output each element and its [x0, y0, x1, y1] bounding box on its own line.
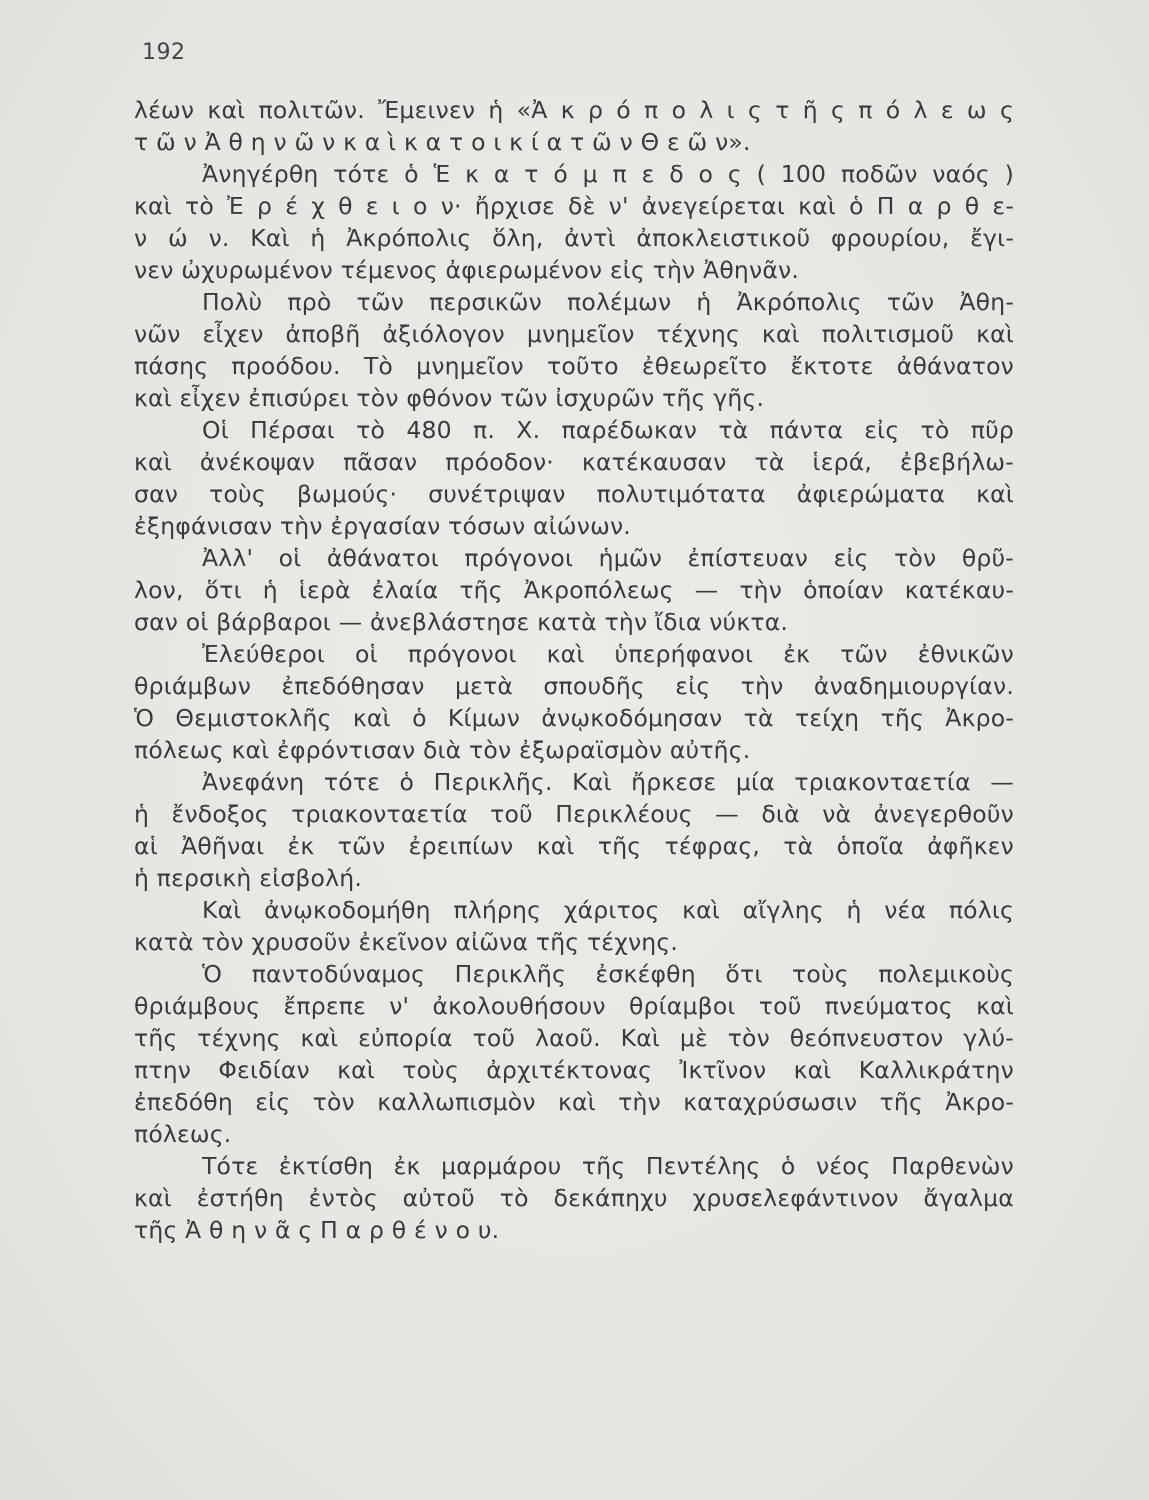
text-line: Πολὺ πρὸ τῶν περσικῶν πολέμων ἡ Ἀκρόπολις τῶν Ἀθη-	[202, 288, 1014, 316]
text-line: Τότε ἐκτίσθη ἐκ μαρμάρου τῆς Πεντέλης ὁ νέος Παρθενὼν	[202, 1152, 1014, 1180]
text-line: Ἐλεύθεροι οἱ πρόγονοι καὶ ὑπερήφανοι ἐκ τῶν ἐθνικῶν	[202, 640, 1014, 668]
text-line: Ὁ Θεμιστοκλῆς καὶ ὁ Κίμων ἀνῳκοδόμησαν τὰ τείχη τῆς Ἀκρο-	[134, 704, 1014, 732]
text-line: θριάμβων ἐπεδόθησαν μετὰ σπουδῆς εἰς τὴν ἀναδημιουργίαν.	[134, 672, 1014, 700]
text-line: καὶ ἀνέκοψαν πᾶσαν πρόοδον· κατέκαυσαν τὰ ἱερά, ἐβεβήλω-	[134, 448, 1014, 476]
text-line: σαν τοὺς βωμούς· συνέτριψαν πολυτιμότατα ἀφιερώματα καὶ	[134, 480, 1014, 508]
text-line: Ἀνεφάνη τότε ὁ Περικλῆς. Καὶ ἤρκεσε μία τριακονταετία —	[202, 768, 1014, 796]
text-line: λον, ὅτι ἡ ἱερὰ ἐλαία τῆς Ἀκροπόλεως — τὴν ὁποίαν κατέκαυ-	[134, 576, 1014, 604]
text-line: πόλεως καὶ ἐφρόντισαν διὰ τὸν ἐξωραϊσμὸν αὐτῆς.	[134, 736, 751, 764]
text-line: σαν οἱ βάρβαροι — ἀνεβλάστησε κατὰ τὴν ἴδια νύκτα.	[134, 608, 789, 636]
text-line: θριάμβους ἔπρεπε ν' ἀκολουθήσουν θρίαμβοι τοῦ πνεύματος καὶ	[134, 992, 1014, 1020]
text-line: τῆς τέχνης καὶ εὐπορία τοῦ λαοῦ. Καὶ μὲ τὸν θεόπνευστον γλύ-	[134, 1024, 1014, 1052]
text-line: αἱ Ἀθῆναι ἐκ τῶν ἐρειπίων καὶ τῆς τέφρας, τὰ ὁποῖα ἀφῆκεν	[134, 832, 1014, 860]
text-line: Ὁ παντοδύναμος Περικλῆς ἐσκέφθη ὅτι τοὺς πολεμικοὺς	[202, 960, 1014, 988]
text-line: ἐπεδόθη εἰς τὸν καλλωπισμὸν καὶ τὴν καταχρύσωσιν τῆς Ἀκρο-	[134, 1088, 1014, 1116]
page-number: 192	[142, 40, 186, 65]
text-line: Οἱ Πέρσαι τὸ 480 π. Χ. παρέδωκαν τὰ πάντα εἰς τὸ πῦρ	[202, 416, 1014, 444]
text-line: καὶ τὸ Ἐ ρ έ χ θ ε ι ο ν· ἤρχισε δὲ ν' ἀνεγείρεται καὶ ὁ Π α ρ θ ε-	[134, 192, 1014, 220]
text-line: κατὰ τὸν χρυσοῦν ἐκεῖνον αἰῶνα τῆς τέχνης.	[134, 928, 679, 956]
text-line: πόλεως.	[134, 1120, 232, 1148]
text-line: πτην Φειδίαν καὶ τοὺς ἀρχιτέκτονας Ἰκτῖνον καὶ Καλλικράτην	[134, 1056, 1014, 1084]
body-text	[134, 94, 1014, 1246]
text-line: Ἀνηγέρθη τότε ὁ Ἑ κ α τ ό μ π ε δ ο ς ( 100 ποδῶν ναός )	[202, 160, 1014, 188]
text-line: ἡ περσικὴ εἰσβολή.	[134, 864, 362, 892]
text-line: νεν ὠχυρωμένον τέμενος ἀφιερωμένον εἰς τὴν Ἀθηνᾶν.	[134, 256, 800, 284]
text-line: Καὶ ἀνῳκοδομήθη πλήρης χάριτος καὶ αἴγλης ἡ νέα πόλις	[202, 896, 1014, 924]
text-line: τ ῶ ν Ἀ θ η ν ῶ ν κ α ὶ κ α τ ο ι κ ί α τ ῶ ν Θ ε ῶ ν».	[134, 128, 751, 156]
text-line: νῶν εἶχεν ἀποβῆ ἀξιόλογον μνημεῖον τέχνης καὶ πολιτισμοῦ καὶ	[134, 320, 1014, 348]
text-line: πάσης προόδου. Τὸ μνημεῖον τοῦτο ἐθεωρεῖτο ἔκτοτε ἀθάνατον	[134, 352, 1014, 380]
text-line: ἡ ἔνδοξος τριακονταετία τοῦ Περικλέους — διὰ νὰ ἀνεγερθοῦν	[134, 800, 1014, 828]
text-line: λέων καὶ πολιτῶν. Ἔμεινεν ἡ «Ἀ κ ρ ό π ο λ ι ς τ ῆ ς π ό λ ε ω ς	[134, 96, 1014, 124]
text-line: ν ώ ν. Καὶ ἡ Ἀκρόπολις ὅλη, ἀντὶ ἀποκλειστικοῦ φρουρίου, ἔγι-	[134, 224, 1014, 252]
text-line: Ἀλλ' οἱ ἀθάνατοι πρόγονοι ἡμῶν ἐπίστευαν εἰς τὸν θρῦ-	[202, 544, 1014, 572]
text-line: καὶ εἶχεν ἐπισύρει τὸν φθόνον τῶν ἰσχυρῶν τῆς γῆς.	[134, 384, 765, 412]
text-line: τῆς Ἀ θ η ν ᾶ ς Π α ρ θ έ ν ο υ.	[134, 1216, 500, 1244]
text-line: ἐξηφάνισαν τὴν ἐργασίαν τόσων αἰώνων.	[134, 512, 631, 540]
text-line: καὶ ἐστήθη ἐντὸς αὐτοῦ τὸ δεκάπηχυ χρυσελεφάντινον ἄγαλμα	[134, 1184, 1014, 1212]
